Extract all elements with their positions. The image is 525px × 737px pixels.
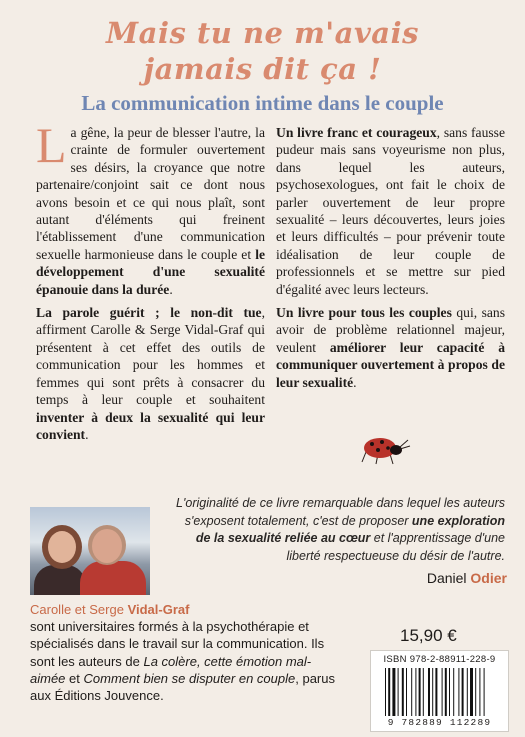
book-title-2: Comment bien se disputer en couple [83,670,296,686]
title-line-2: jamais dit ça ! [143,52,382,86]
left-p1-end: . [169,281,173,297]
quote-author-last: Odier [470,570,507,586]
author-names [30,602,189,617]
right-p2-end: . [353,374,357,390]
barcode-bars [385,668,495,716]
bio-text-a: sont universitaires formés à la psychothérapie et spécialisés dans le travail sur la communication. Ils sont les auteurs de [30,619,325,669]
ean-digits: 9 782889 112289 [387,717,492,728]
left-p1-bold: le développement d'une sexualité épanouie dans la durée [36,246,265,297]
right-p2-bold: Un livre pour tous les couples [276,305,452,321]
right-p2-text: qui, sans avoir de problème relationnel majeur, veulent [276,305,505,355]
book-title-1: La colère, cette émotion mal-aimée [30,653,312,686]
quote-author-first: Daniel [426,570,467,586]
right-p1-text: , sans fausse pudeur mais sans voyeurisme non plus, dans lequel les auteurs, psychosexologues, ont fait le choix de parler ouvertement de leur propre sexualité – leurs découvertes, leurs joies et leurs difficultés – pour prévenir toute idéalisation de leur couple de professionnels et se mettre sur pied d'égalité avec leurs lecteurs. [276,125,505,297]
title-line-1: Mais tu ne m'avais [106,16,419,50]
subtitle: La communication intime dans le couple [81,91,444,115]
quote-text-b: et l'apprentissage d'une liberté respectueuse du désir de l'autre. [286,531,505,563]
isbn-label: ISBN 978-2-88911-228-9 [383,654,496,665]
left-p2-bold-start: La parole guérit ; le non-dit tue [36,305,262,321]
left-p1-text: a gêne, la peur de blesser l'autre, la crainte de formuler ouvertement ses désirs, la croyance que notre partenaire/conjoint sait ce dont nous avons besoin et ce qui nous plaît, sont autant d'éléments qui freinent l'établissement d'une communication sexuelle harmonieuse dans le couple et [36,125,265,262]
barcode [370,650,509,732]
price: 15,90 € [400,626,457,645]
testimonial-quote [170,495,505,565]
right-p1-bold: Un livre franc et courageux [276,125,437,140]
left-p2-text: , affirment Carolle & Serge Vidal-Graf qui présentent à cet effet des outils de communication pour les hommes et femmes qui sont prêts à consacrer du temps à leur couple et souhaitent [36,305,265,408]
left-paragraph-1 [36,117,265,298]
left-p2-bold-end: inventer à deux la sexualité qui leur convient [36,409,265,442]
right-p2-bold-end: améliorer leur capacité à communiquer ouvertement à propos de leur sexualité [276,339,505,390]
quote-author [427,570,507,586]
author-last-name: Vidal-Graf [127,602,190,617]
quote-text-a: L'originalité de ce livre remarquable dans lequel les auteurs s'exposent totalement, c'est de proposer [176,496,505,528]
left-paragraph-2 [36,304,265,443]
left-p2-end: . [85,426,89,442]
right-column [276,124,505,397]
authors-photo [30,507,150,595]
bio-text-c: , parus aux Éditions Jouvence. [30,670,335,704]
left-column [36,117,265,449]
ladybug-icon [360,432,412,468]
author-first-names: Carolle et Serge [30,602,128,617]
dropcap: L [36,117,67,173]
authors-bio [30,601,345,704]
right-paragraph-2 [276,304,505,391]
quote-text-bold: une exploration de la sexualité reliée au cœur [195,513,505,546]
right-paragraph-1 [276,124,505,298]
bio-text-b: et [65,670,84,686]
